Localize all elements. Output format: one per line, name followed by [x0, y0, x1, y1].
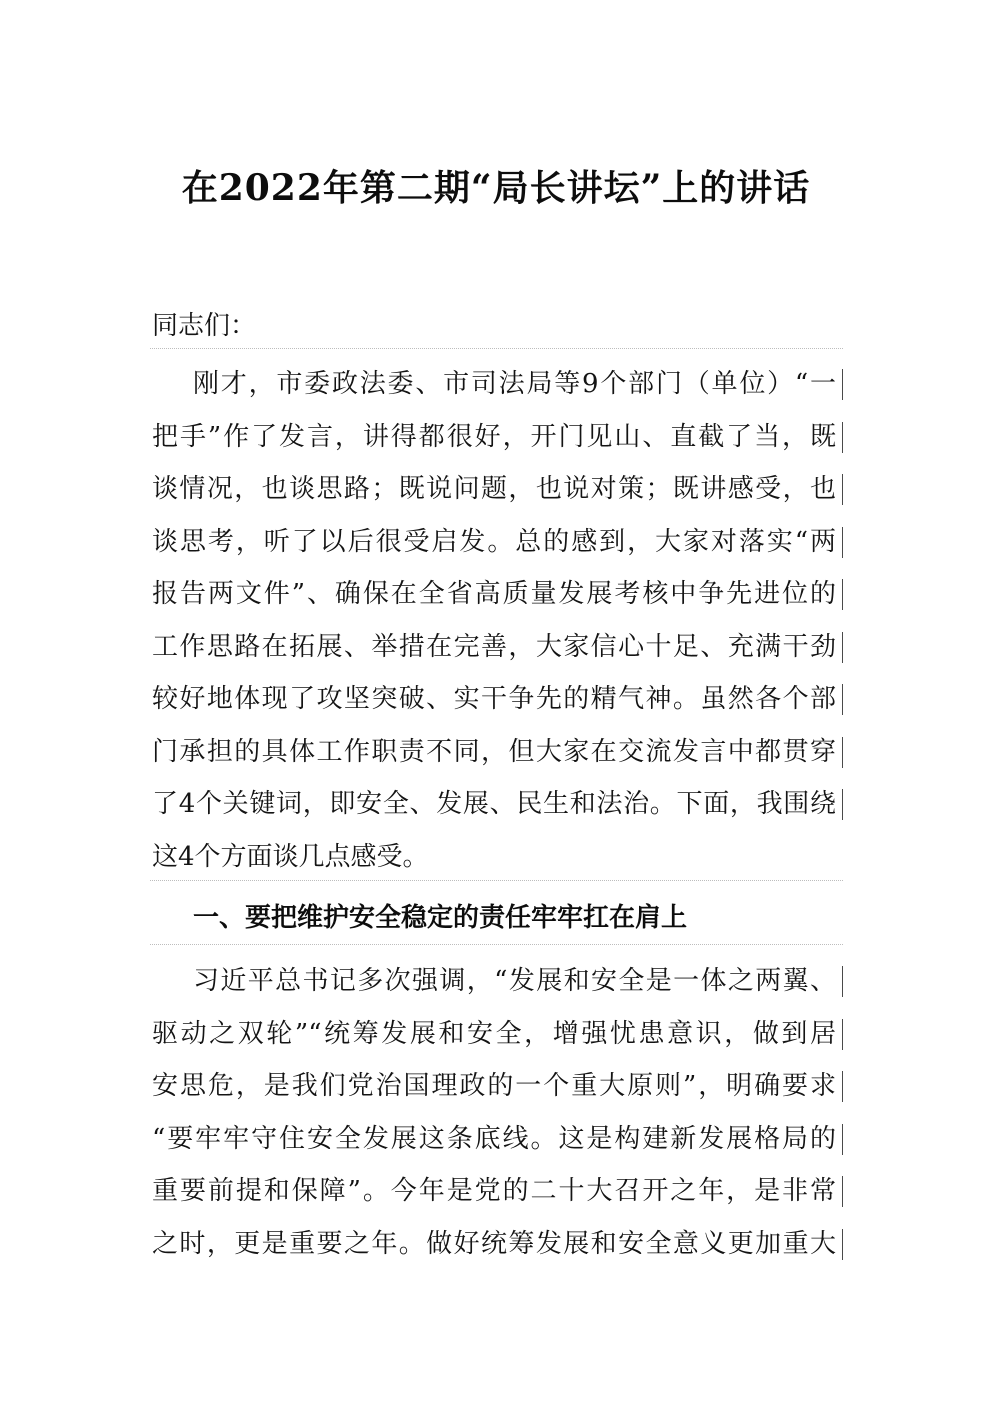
paragraph-line: 刚才，市委政法委、市司法局等9个部门（单位）“一 — [152, 358, 843, 411]
section-1-paragraph — [152, 955, 843, 1270]
paragraph-line: 重要前提和保障”。今年是党的二十大召开之年，是非常 — [152, 1165, 843, 1218]
divider — [150, 944, 843, 945]
paragraph-line: 谈情况，也谈思路；既说问题，也说对策；既讲感受，也 — [152, 463, 843, 516]
greeting: 同志们： — [152, 311, 257, 341]
divider — [150, 880, 843, 881]
paragraph-line: “要牢牢守住安全发展这条底线。这是构建新发展格局的 — [152, 1113, 843, 1166]
section-heading: 一、要把维护安全稳定的责任牢牢扛在肩上 — [193, 903, 688, 933]
paragraph-line: 较好地体现了攻坚突破、实干争先的精气神。虽然各个部 — [152, 673, 843, 726]
paragraph-line: 之时，更是重要之年。做好统筹发展和安全意义更加重大 — [152, 1218, 843, 1271]
paragraph-line: 把手”作了发言，讲得都很好，开门见山、直截了当，既 — [152, 411, 843, 464]
divider — [150, 348, 843, 349]
paragraph-line: 谈思考，听了以后很受启发。总的感到，大家对落实“两 — [152, 516, 843, 569]
paragraph-line: 安思危，是我们党治国理政的一个重大原则”，明确要求 — [152, 1060, 843, 1113]
paragraph-line: 驱动之双轮”“统筹发展和安全，增强忧患意识，做到居 — [152, 1008, 843, 1061]
paragraph-line: 工作思路在拓展、举措在完善，大家信心十足、充满干劲 — [152, 621, 843, 674]
paragraph-line: 习近平总书记多次强调，“发展和安全是一体之两翼、 — [152, 955, 843, 1008]
document-title: 在2022年第二期“局长讲坛”上的讲话 — [181, 167, 811, 209]
paragraph-line: 门承担的具体工作职责不同，但大家在交流发言中都贯穿 — [152, 726, 843, 779]
paragraph-line: 报告两文件”、确保在全省高质量发展考核中争先进位的 — [152, 568, 843, 621]
paragraph-line: 了4个关键词，即安全、发展、民生和法治。下面，我围绕 — [152, 778, 843, 831]
intro-paragraph — [152, 358, 843, 883]
paragraph-line: 这4个方面谈几点感受。 — [152, 841, 429, 872]
